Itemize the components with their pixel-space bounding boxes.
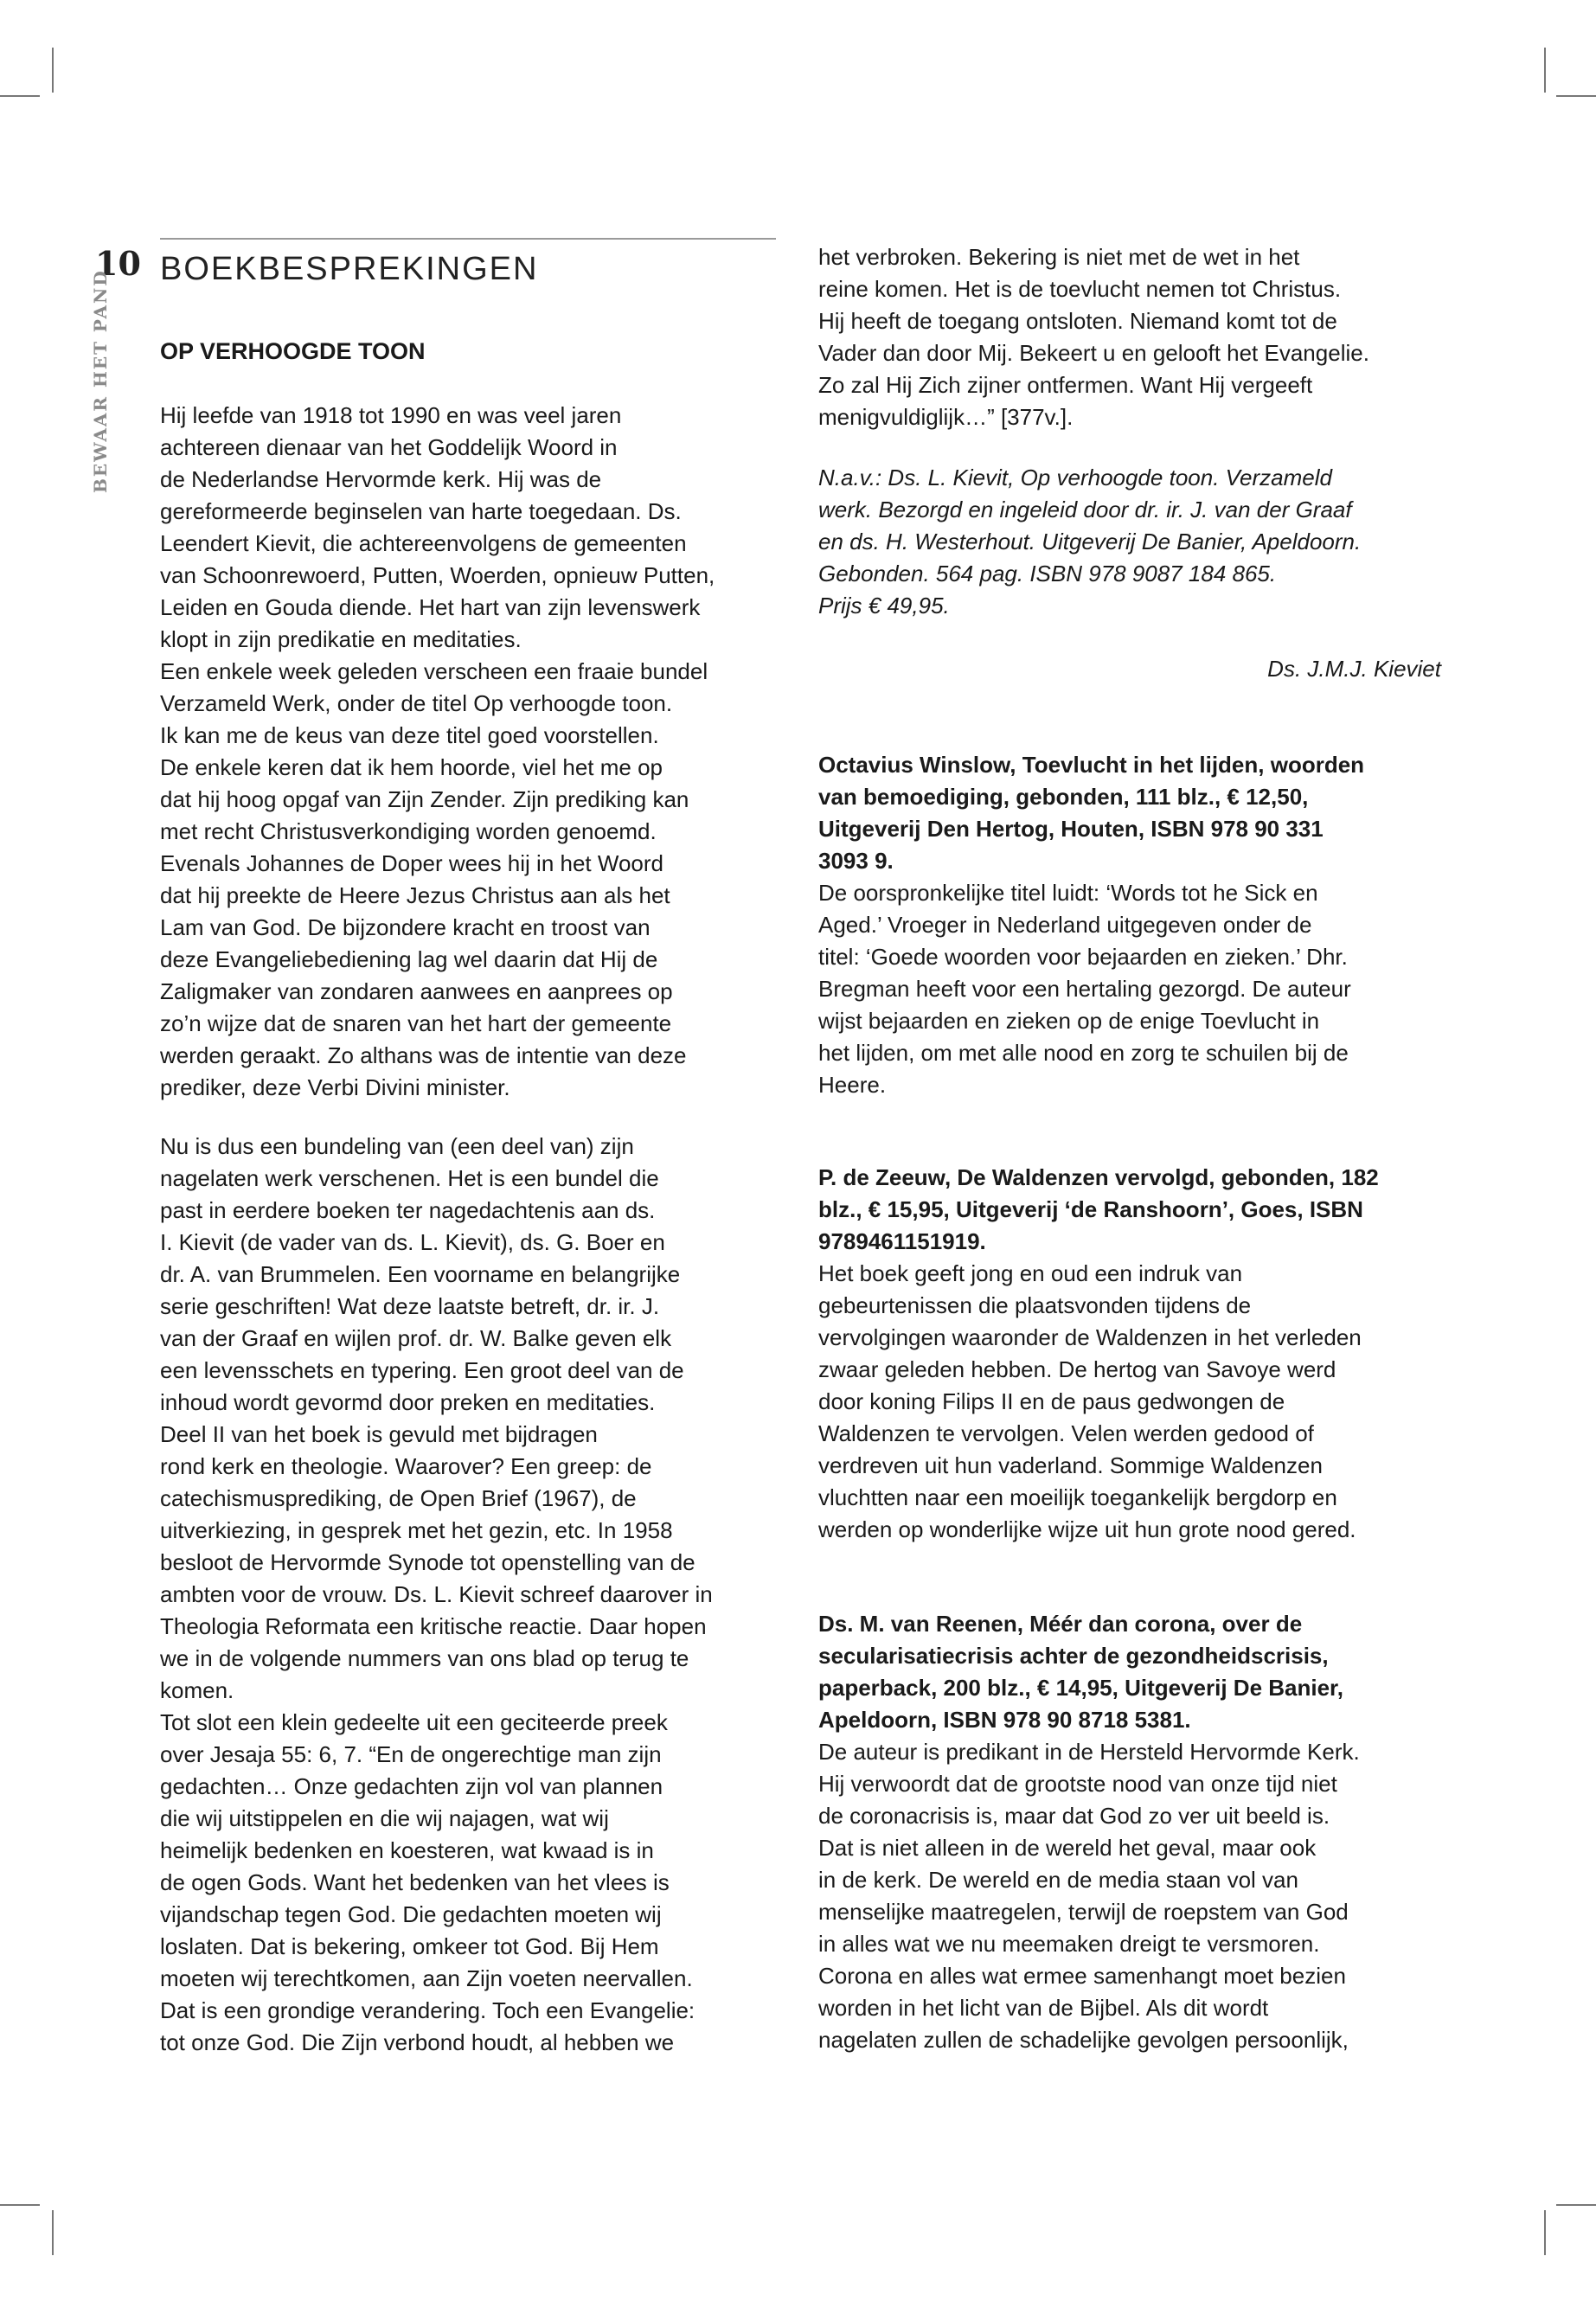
text-line: Leiden en Gouda diende. Het hart van zijn levenswerk (160, 594, 701, 620)
text-line: achtereen dienaar van het Goddelijk Woord in (160, 434, 618, 460)
magazine-side-label: BEWAAR HET PAND (90, 269, 111, 493)
text-line: in alles wat we nu meemaken dreigt te versmoren. (818, 1931, 1320, 1957)
text-line: Hij heeft de toegang ontsloten. Niemand komt tot de (818, 308, 1337, 334)
text-line: van Schoonrewoerd, Putten, Woerden, opnieuw Putten, (160, 562, 715, 588)
text-line: Prijs € 49,95. (818, 593, 950, 619)
article-title (818, 1608, 1343, 1736)
text-line: past in eerdere boeken ter nagedachtenis aan ds. (160, 1197, 656, 1223)
text-line: werk. Bezorgd en ingeleid door dr. ir. J. van der Graaf (818, 497, 1352, 522)
text-line: blz., € 15,95, Uitgeverij ‘de Ranshoorn’, Goes, ISBN (818, 1196, 1363, 1222)
article-title (818, 1162, 1379, 1258)
text-line: een levensschets en typering. Een groot deel van de (160, 1357, 684, 1383)
text-line: we in de volgende nummers van ons blad op terug te (160, 1645, 689, 1671)
text-line: worden in het licht van de Bijbel. Als dit wordt (818, 1995, 1269, 2021)
text-line: gedachten… Onze gedachten zijn vol van plannen (160, 1773, 663, 1799)
text-line: reine komen. Het is de toevlucht nemen tot Christus. (818, 276, 1342, 302)
text-line: vervolgingen waaronder de Waldenzen in het verleden (818, 1324, 1362, 1350)
text-line: serie geschriften! Wat deze laatste betreft, dr. ir. J. (160, 1293, 660, 1319)
text-line: door koning Filips II en de paus gedwongen de (818, 1388, 1285, 1414)
text-line: dat hij hoog opgaf van Zijn Zender. Zijn prediking kan (160, 786, 689, 812)
text-line: ambten voor de vrouw. Ds. L. Kievit schreef daarover in (160, 1581, 713, 1607)
text-line: Ds. M. van Reenen, Méér dan corona, over de (818, 1611, 1303, 1637)
text-line: Zaligmaker van zondaren aanwees en aanprees op (160, 978, 673, 1004)
text-line: titel: ‘Goede woorden voor bejaarden en zieken.’ Dhr. (818, 944, 1348, 970)
article-title: OP VERHOOGDE TOON (160, 338, 426, 364)
text-line: gebeurtenissen die plaatsvonden tijdens de (818, 1292, 1252, 1318)
text-line: loslaten. Dat is bekering, omkeer tot God. Bij Hem (160, 1933, 659, 1959)
article-paragraph (818, 1258, 1362, 1546)
text-line: de ogen Gods. Want het bedenken van het vlees is (160, 1869, 670, 1895)
article-paragraph (818, 241, 1369, 433)
crop-mark (1556, 2204, 1596, 2206)
text-line: in de kerk. De wereld en de media staan vol van (818, 1867, 1298, 1893)
text-line: Hij verwoordt dat de grootste nood van onze tijd niet (818, 1771, 1337, 1797)
text-line: paperback, 200 blz., € 14,95, Uitgeverij De Banier, (818, 1675, 1343, 1701)
section-title: BOEKBESPREKINGEN (160, 251, 539, 287)
article-paragraph (160, 400, 715, 1104)
text-line: 3093 9. (818, 848, 894, 874)
text-line: Octavius Winslow, Toevlucht in het lijden, woorden (818, 752, 1365, 778)
text-line: Leendert Kievit, die achtereenvolgens de gemeenten (160, 530, 687, 556)
article-paragraph (160, 1131, 713, 2059)
text-line: Theologia Reformata een kritische reactie. Daar hopen (160, 1613, 707, 1639)
text-line: rond kerk en theologie. Waarover? Een greep: de (160, 1453, 652, 1479)
header-rule (160, 238, 776, 240)
text-line: 9789461151919. (818, 1228, 986, 1254)
text-line: N.a.v.: Ds. L. Kievit, Op verhoogde toon. Verzameld (818, 465, 1332, 490)
text-line: dr. A. van Brummelen. Een voorname en belangrijke (160, 1261, 681, 1287)
text-line: P. de Zeeuw, De Waldenzen vervolgd, gebonden, 182 (818, 1164, 1379, 1190)
text-line: werden geraakt. Zo althans was de intentie van deze (160, 1042, 687, 1068)
text-line: menselijke maatregelen, terwijl de roepstem van God (818, 1899, 1349, 1925)
text-line: uitverkiezing, in gesprek met het gezin, etc. In 1958 (160, 1517, 673, 1543)
text-line: Lam van God. De bijzondere kracht en troost van (160, 914, 651, 940)
text-line: gereformeerde beginselen van harte toegedaan. Ds. (160, 498, 682, 524)
text-line: nagelaten werk verschenen. Het is een bundel die (160, 1165, 659, 1191)
text-line: zo’n wijze dat de snaren van het hart der gemeente (160, 1010, 672, 1036)
text-line: dat hij preekte de Heere Jezus Christus aan als het (160, 882, 670, 908)
text-line: Hij leefde van 1918 tot 1990 en was veel jaren (160, 402, 622, 428)
crop-mark (0, 2204, 40, 2206)
text-line: Ik kan me de keus van deze titel goed voorstellen. (160, 722, 659, 748)
text-line: Verzameld Werk, onder de titel Op verhoogde toon. (160, 690, 673, 716)
text-line: inhoud wordt gevormd door preken en meditaties. (160, 1389, 656, 1415)
article-paragraph (818, 877, 1351, 1101)
text-line: werden op wonderlijke wijze uit hun grote nood gered. (818, 1516, 1356, 1542)
text-line: Deel II van het boek is gevuld met bijdragen (160, 1421, 598, 1447)
text-line: Een enkele week geleden verscheen een fraaie bundel (160, 658, 708, 684)
text-line: over Jesaja 55: 6, 7. “En de ongerechtige man zijn (160, 1741, 662, 1767)
text-line: I. Kievit (de vader van ds. L. Kievit), ds. G. Boer en (160, 1229, 665, 1255)
article-title (818, 749, 1364, 877)
text-line: heimelijk bedenken en koesteren, wat kwaad is in (160, 1837, 654, 1863)
text-line: tot onze God. Die Zijn verbond houdt, al hebben we (160, 2029, 675, 2055)
text-line: Heere. (818, 1072, 887, 1098)
crop-mark (1544, 48, 1546, 93)
text-line: Dat is een grondige verandering. Toch een Evangelie: (160, 1997, 695, 2023)
text-line: de Nederlandse Hervormde kerk. Hij was de (160, 466, 602, 492)
text-line: de coronacrisis is, maar dat God zo ver uit beeld is. (818, 1803, 1330, 1829)
text-line: Zo zal Hij Zich zijner ontfermen. Want Hij vergeeft (818, 372, 1313, 398)
text-line: De enkele keren dat ik hem hoorde, viel het me op (160, 754, 663, 780)
text-line: Aged.’ Vroeger in Nederland uitgegeven onder de (818, 912, 1312, 938)
book-source-info (818, 462, 1361, 622)
crop-mark (1544, 2210, 1546, 2255)
text-line: en ds. H. Westerhout. Uitgeverij De Banier, Apeldoorn. (818, 529, 1362, 554)
text-line: komen. (160, 1677, 234, 1703)
text-line: De auteur is predikant in de Hersteld Hervormde Kerk. (818, 1739, 1360, 1765)
text-line: verdreven uit hun vaderland. Sommige Waldenzen (818, 1452, 1323, 1478)
text-line: Waldenzen te vervolgen. Velen werden gedood of (818, 1420, 1314, 1446)
text-line: moeten wij terechtkomen, aan Zijn voeten neervallen. (160, 1965, 693, 1991)
text-line: Uitgeverij Den Hertog, Houten, ISBN 978 90 331 (818, 816, 1324, 842)
text-line: Tot slot een klein gedeelte uit een geciteerde preek (160, 1709, 668, 1735)
crop-mark (0, 95, 40, 97)
text-line: zwaar geleden hebben. De hertog van Savoye werd (818, 1356, 1336, 1382)
page-number: 10 (95, 244, 141, 283)
text-line: Evenals Johannes de Doper wees hij in het Woord (160, 850, 663, 876)
text-line: besloot de Hervormde Synode tot openstelling van de (160, 1549, 695, 1575)
text-line: Apeldoorn, ISBN 978 90 8718 5381. (818, 1707, 1191, 1733)
text-line: nagelaten zullen de schadelijke gevolgen persoonlijk, (818, 2027, 1349, 2053)
text-line: klopt in zijn predikatie en meditaties. (160, 626, 522, 652)
text-line: Gebonden. 564 pag. ISBN 978 9087 184 865. (818, 561, 1277, 586)
text-line: prediker, deze Verbi Divini minister. (160, 1074, 510, 1100)
text-line: Het boek geeft jong en oud een indruk van (818, 1260, 1243, 1286)
text-line: secularisatiecrisis achter de gezondheidscrisis, (818, 1643, 1329, 1669)
text-line: catechismusprediking, de Open Brief (1967), de (160, 1485, 637, 1511)
crop-mark (1556, 95, 1596, 97)
text-line: die wij uitstippelen en die wij najagen, wat wij (160, 1805, 609, 1831)
text-line: menigvuldiglijk…” [377v.]. (818, 404, 1074, 430)
author-signature: Ds. J.M.J. Kieviet (1267, 656, 1441, 682)
text-line: Nu is dus een bundeling van (een deel van) zijn (160, 1133, 634, 1159)
crop-mark (52, 48, 54, 93)
text-line: met recht Christusverkondiging worden genoemd. (160, 818, 657, 844)
text-line: van der Graaf en wijlen prof. dr. W. Balke geven elk (160, 1325, 672, 1351)
text-line: het lijden, om met alle nood en zorg te schuilen bij de (818, 1040, 1349, 1066)
text-line: vijandschap tegen God. Die gedachten moeten wij (160, 1901, 662, 1927)
text-line: het verbroken. Bekering is niet met de wet in het (818, 244, 1300, 270)
text-line: Vader dan door Mij. Bekeert u en gelooft het Evangelie. (818, 340, 1369, 366)
text-line: deze Evangeliebediening lag wel daarin dat Hij de (160, 946, 658, 972)
crop-mark (52, 2210, 54, 2255)
text-line: De oorspronkelijke titel luidt: ‘Words tot he Sick en (818, 880, 1318, 906)
article-paragraph (818, 1736, 1360, 2056)
text-line: van bemoediging, gebonden, 111 blz., € 12,50, (818, 784, 1309, 810)
text-line: vluchtten naar een moeilijk toegankelijk bergdorp en (818, 1484, 1337, 1510)
text-line: wijst bejaarden en zieken op de enige Toevlucht in (818, 1008, 1320, 1034)
text-line: Bregman heeft voor een hertaling gezorgd. De auteur (818, 976, 1351, 1002)
text-line: Dat is niet alleen in de wereld het geval, maar ook (818, 1835, 1317, 1861)
text-line: Corona en alles wat ermee samenhangt moet bezien (818, 1963, 1346, 1989)
